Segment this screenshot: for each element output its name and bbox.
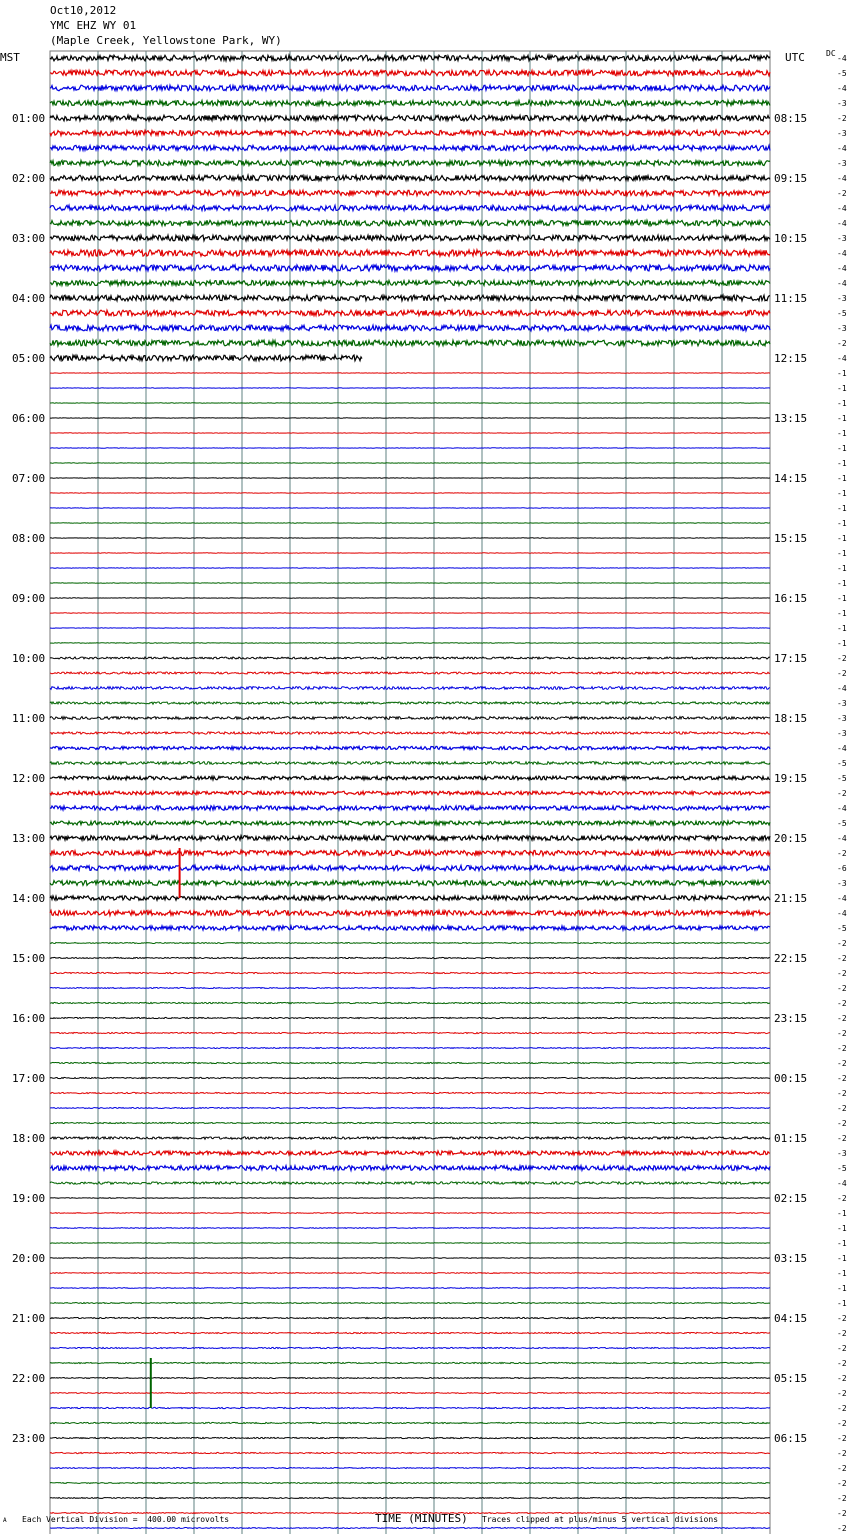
trace-line (50, 1437, 770, 1438)
trace-line (50, 687, 770, 690)
trace-line (50, 145, 770, 150)
dc-offset-label: -2 (837, 1029, 847, 1038)
right-hour-label: 00:15 (774, 1072, 808, 1085)
dc-offset-label: -4 (837, 249, 847, 258)
right-hour-label: 20:15 (774, 832, 808, 845)
left-hour-label: 11:00 (12, 712, 46, 725)
utc-axis-label: UTC (785, 51, 805, 64)
trace-line (50, 1498, 770, 1499)
trace-line (50, 130, 770, 135)
location-label: (Maple Creek, Yellowstone Park, WY) (50, 34, 282, 47)
scale-note: Each Vertical Division = 400.00 microvolts (22, 1515, 230, 1524)
trace-line (50, 1108, 770, 1109)
dc-offset-label: -2 (837, 789, 847, 798)
dc-offset-label: -2 (837, 1089, 847, 1098)
left-hour-label: 04:00 (12, 292, 46, 305)
dc-offset-label: -2 (837, 669, 847, 678)
trace-line (50, 1362, 770, 1363)
dc-offset-label: -2 (837, 984, 847, 993)
right-hour-label: 06:15 (774, 1432, 808, 1445)
right-hour-label: 03:15 (774, 1252, 808, 1265)
dc-offset-label: -1 (837, 519, 847, 528)
trace-line (50, 850, 770, 855)
right-hour-label: 16:15 (774, 592, 808, 605)
dc-offset-label: -2 (837, 1524, 847, 1533)
dc-offset-label: -2 (837, 1119, 847, 1128)
dc-offset-label: -4 (837, 909, 847, 918)
trace-line (50, 160, 770, 165)
dc-offset-label: -1 (837, 459, 847, 468)
trace-line (50, 896, 770, 900)
right-hour-label: 11:15 (774, 292, 808, 305)
right-hour-label: 21:15 (774, 892, 808, 905)
trace-line (50, 717, 770, 720)
dc-offset-label: -2 (837, 954, 847, 963)
trace-line (50, 175, 770, 180)
right-hour-label: 15:15 (774, 532, 808, 545)
left-hour-label: 20:00 (12, 1252, 46, 1265)
left-hour-label: 23:00 (12, 1432, 46, 1445)
mst-axis-label: MST (0, 51, 20, 64)
trace-line (50, 1393, 770, 1394)
trace-line (50, 776, 770, 780)
trace-line (50, 70, 770, 76)
trace-line (50, 190, 770, 195)
dc-offset-label: -2 (837, 849, 847, 858)
dc-offset-label: -1 (837, 639, 847, 648)
dc-offset-label: -1 (837, 1299, 847, 1308)
dc-offset-label: -2 (837, 1434, 847, 1443)
dc-offset-label: -4 (837, 894, 847, 903)
dc-offset-label: -2 (837, 1314, 847, 1323)
trace-line (50, 85, 770, 91)
dc-offset-label: -1 (837, 384, 847, 393)
trace-line (50, 325, 770, 331)
trace-line (50, 1062, 770, 1063)
dc-offset-label: -4 (837, 54, 847, 63)
dc-offset-label: -4 (837, 144, 847, 153)
dc-offset-label: -2 (837, 1464, 847, 1473)
dc-offset-label: -2 (837, 1044, 847, 1053)
trace-line (50, 1273, 770, 1274)
dc-offset-label: -2 (837, 1509, 847, 1518)
dc-offset-label: -1 (837, 504, 847, 513)
dc-offset-label: -2 (837, 1449, 847, 1458)
right-hour-label: 10:15 (774, 232, 808, 245)
trace-line (50, 220, 770, 225)
dc-offset-label: -4 (837, 264, 847, 273)
dc-offset-label: -2 (837, 1134, 847, 1143)
dc-offset-label: -4 (837, 279, 847, 288)
right-hour-label: 23:15 (774, 1012, 808, 1025)
dc-offset-label: -3 (837, 714, 847, 723)
right-hour-label: 01:15 (774, 1132, 808, 1145)
right-hour-label: 08:15 (774, 112, 808, 125)
dc-offset-label: -1 (837, 414, 847, 423)
dc-offset-label: -1 (837, 1284, 847, 1293)
right-hour-label: 17:15 (774, 652, 808, 665)
trace-line (50, 1483, 770, 1484)
trace-line (50, 1166, 770, 1171)
left-hour-label: 10:00 (12, 652, 46, 665)
trace-line (50, 1198, 770, 1199)
right-hour-label: 05:15 (774, 1372, 808, 1385)
dc-offset-label: -2 (837, 1344, 847, 1353)
trace-line (50, 295, 770, 301)
left-hour-label: 09:00 (12, 592, 46, 605)
dc-offset-label: -1 (837, 489, 847, 498)
dc-offset-label: -2 (837, 969, 847, 978)
dc-offset-label: -3 (837, 879, 847, 888)
dc-offset-label: -2 (837, 999, 847, 1008)
dc-offset-label: -4 (837, 834, 847, 843)
trace-line (50, 1407, 770, 1408)
dc-offset-label: -5 (837, 1164, 847, 1173)
trace-line (50, 791, 770, 795)
left-hour-label: 15:00 (12, 952, 46, 965)
dc-offset-label: -2 (837, 1329, 847, 1338)
dc-offset-label: -3 (837, 324, 847, 333)
x-axis-label: TIME (MINUTES) (375, 1512, 468, 1525)
trace-line (50, 926, 770, 930)
left-hour-label: 17:00 (12, 1072, 46, 1085)
trace-line (50, 806, 770, 810)
dc-offset-label: -1 (837, 1209, 847, 1218)
trace-line (50, 732, 770, 734)
right-hour-label: 02:15 (774, 1192, 808, 1205)
dc-offset-label: -4 (837, 219, 847, 228)
left-hour-label: 19:00 (12, 1192, 46, 1205)
trace-line (50, 1378, 770, 1379)
dc-offset-label: -2 (837, 654, 847, 663)
dc-offset-label: -2 (837, 1014, 847, 1023)
dc-offset-label: -3 (837, 234, 847, 243)
dc-offset-label: -2 (837, 1479, 847, 1488)
dc-offset-label: -2 (837, 1194, 847, 1203)
dc-offset-label: -6 (837, 864, 847, 873)
trace-line (50, 643, 770, 644)
left-hour-label: 14:00 (12, 892, 46, 905)
dc-offset-label: -1 (837, 564, 847, 573)
trace-line (50, 1213, 770, 1214)
trace-line (50, 1151, 770, 1155)
trace-line (50, 910, 770, 915)
dc-offset-label: -1 (837, 444, 847, 453)
trace-line (50, 265, 770, 271)
left-hour-label: 16:00 (12, 1012, 46, 1025)
trace-line (50, 1452, 770, 1453)
right-hour-label: 14:15 (774, 472, 808, 485)
trace-line (50, 865, 770, 870)
dc-offset-label: -1 (837, 609, 847, 618)
dc-offset-label: -2 (837, 1404, 847, 1413)
dc-offset-label: -3 (837, 729, 847, 738)
dc-offset-label: -4 (837, 174, 847, 183)
trace-line (50, 1347, 770, 1348)
trace-line (50, 821, 770, 825)
trace-line (50, 280, 770, 285)
left-hour-label: 18:00 (12, 1132, 46, 1145)
trace-line (50, 702, 770, 704)
dc-offset-label: -1 (837, 579, 847, 588)
trace-line (50, 1228, 770, 1229)
dc-offset-label: -4 (837, 804, 847, 813)
right-hour-label: 18:15 (774, 712, 808, 725)
dc-offset-label: -4 (837, 354, 847, 363)
dc-offset-label: -4 (837, 744, 847, 753)
dc-offset-label: -4 (837, 684, 847, 693)
dc-offset-label: -5 (837, 774, 847, 783)
trace-line (50, 836, 770, 841)
dc-offset-label: -2 (837, 939, 847, 948)
trace-line (50, 1288, 770, 1289)
right-hour-label: 09:15 (774, 172, 808, 185)
dc-offset-label: -2 (837, 1374, 847, 1383)
trace-line (50, 1032, 770, 1033)
left-hour-label: 06:00 (12, 412, 46, 425)
dc-offset-label: -1 (837, 399, 847, 408)
trace-line (50, 55, 770, 61)
dc-offset-label: -3 (837, 159, 847, 168)
dc-offset-label: -5 (837, 924, 847, 933)
left-hour-label: 13:00 (12, 832, 46, 845)
dc-offset-label: -3 (837, 129, 847, 138)
dc-offset-label: -4 (837, 204, 847, 213)
corner-mark: A (3, 1517, 7, 1524)
trace-line (50, 1137, 770, 1139)
right-hour-label: 19:15 (774, 772, 808, 785)
clip-note: Traces clipped at plus/minus 5 vertical divisions (482, 1515, 719, 1524)
trace-line (50, 1017, 770, 1018)
trace-line (50, 1317, 770, 1318)
trace-line (50, 1528, 770, 1529)
trace-line (50, 672, 770, 674)
dc-offset-label: -1 (837, 1224, 847, 1233)
trace-line (50, 957, 770, 958)
left-hour-label: 01:00 (12, 112, 46, 125)
dc-offset-label: -1 (837, 594, 847, 603)
trace-line (50, 746, 770, 749)
left-hour-label: 07:00 (12, 472, 46, 485)
dc-offset-label: -1 (837, 1239, 847, 1248)
left-hour-label: 08:00 (12, 532, 46, 545)
trace-line (50, 972, 770, 973)
trace-line (50, 340, 770, 346)
dc-offset-label: -3 (837, 1149, 847, 1158)
dc-offset-label: -1 (837, 1269, 847, 1278)
dc-offset-label: -1 (837, 474, 847, 483)
trace-line (50, 1002, 770, 1003)
dc-offset-label: -1 (837, 1254, 847, 1263)
dc-offset-label: -2 (837, 339, 847, 348)
trace-line (50, 1182, 770, 1184)
right-hour-label: 13:15 (774, 412, 808, 425)
trace-line (50, 881, 770, 886)
dc-offset-label: -1 (837, 369, 847, 378)
dc-offset-label: -2 (837, 114, 847, 123)
dc-offset-label: -1 (837, 429, 847, 438)
left-hour-label: 21:00 (12, 1312, 46, 1325)
trace-line (50, 988, 770, 989)
dc-offset-label: -3 (837, 294, 847, 303)
trace-line (50, 657, 770, 659)
dc-offset-label: -2 (837, 189, 847, 198)
trace-line (50, 943, 770, 944)
dc-offset-label: -2 (837, 1419, 847, 1428)
left-hour-label: 12:00 (12, 772, 46, 785)
dc-offset-label: -2 (837, 1359, 847, 1368)
dc-offset-label: -2 (837, 1494, 847, 1503)
trace-line (50, 1303, 770, 1304)
dc-offset-label: -1 (837, 624, 847, 633)
dc-offset-label: -5 (837, 309, 847, 318)
trace-line (50, 1048, 770, 1049)
trace-line (50, 235, 770, 241)
dc-offset-label: -1 (837, 534, 847, 543)
left-hour-label: 03:00 (12, 232, 46, 245)
trace-line (50, 1092, 770, 1093)
trace-line (50, 250, 770, 256)
trace-line (50, 1468, 770, 1469)
dc-offset-label: -2 (837, 1389, 847, 1398)
dc-offset-label: -4 (837, 84, 847, 93)
right-hour-label: 12:15 (774, 352, 808, 365)
trace-line (50, 115, 770, 121)
trace-line (50, 1122, 770, 1123)
dc-offset-label: -2 (837, 1104, 847, 1113)
right-hour-label: 22:15 (774, 952, 808, 965)
trace-line (50, 1422, 770, 1423)
right-hour-label: 04:15 (774, 1312, 808, 1325)
trace-line (50, 205, 770, 210)
trace-line (50, 100, 770, 105)
dc-offset-label: -3 (837, 99, 847, 108)
dc-header-label: DC (826, 49, 836, 58)
dc-offset-label: -1 (837, 549, 847, 558)
dc-offset-label: -5 (837, 69, 847, 78)
dc-offset-label: -3 (837, 699, 847, 708)
left-hour-label: 22:00 (12, 1372, 46, 1385)
dc-offset-label: -2 (837, 1059, 847, 1068)
dc-offset-label: -5 (837, 819, 847, 828)
station-label: YMC EHZ WY 01 (50, 19, 137, 32)
trace-line (50, 1243, 770, 1244)
trace-line (50, 1077, 770, 1078)
dc-offset-label: -5 (837, 759, 847, 768)
trace-line (50, 1332, 770, 1333)
trace-line (50, 762, 770, 765)
left-hour-label: 05:00 (12, 352, 46, 365)
date-label: Oct10,2012 (50, 4, 117, 17)
left-hour-label: 02:00 (12, 172, 46, 185)
trace-line (50, 310, 770, 316)
dc-offset-label: -4 (837, 1179, 847, 1188)
trace-line (50, 1258, 770, 1259)
trace-line (50, 355, 362, 361)
dc-offset-label: -2 (837, 1074, 847, 1083)
